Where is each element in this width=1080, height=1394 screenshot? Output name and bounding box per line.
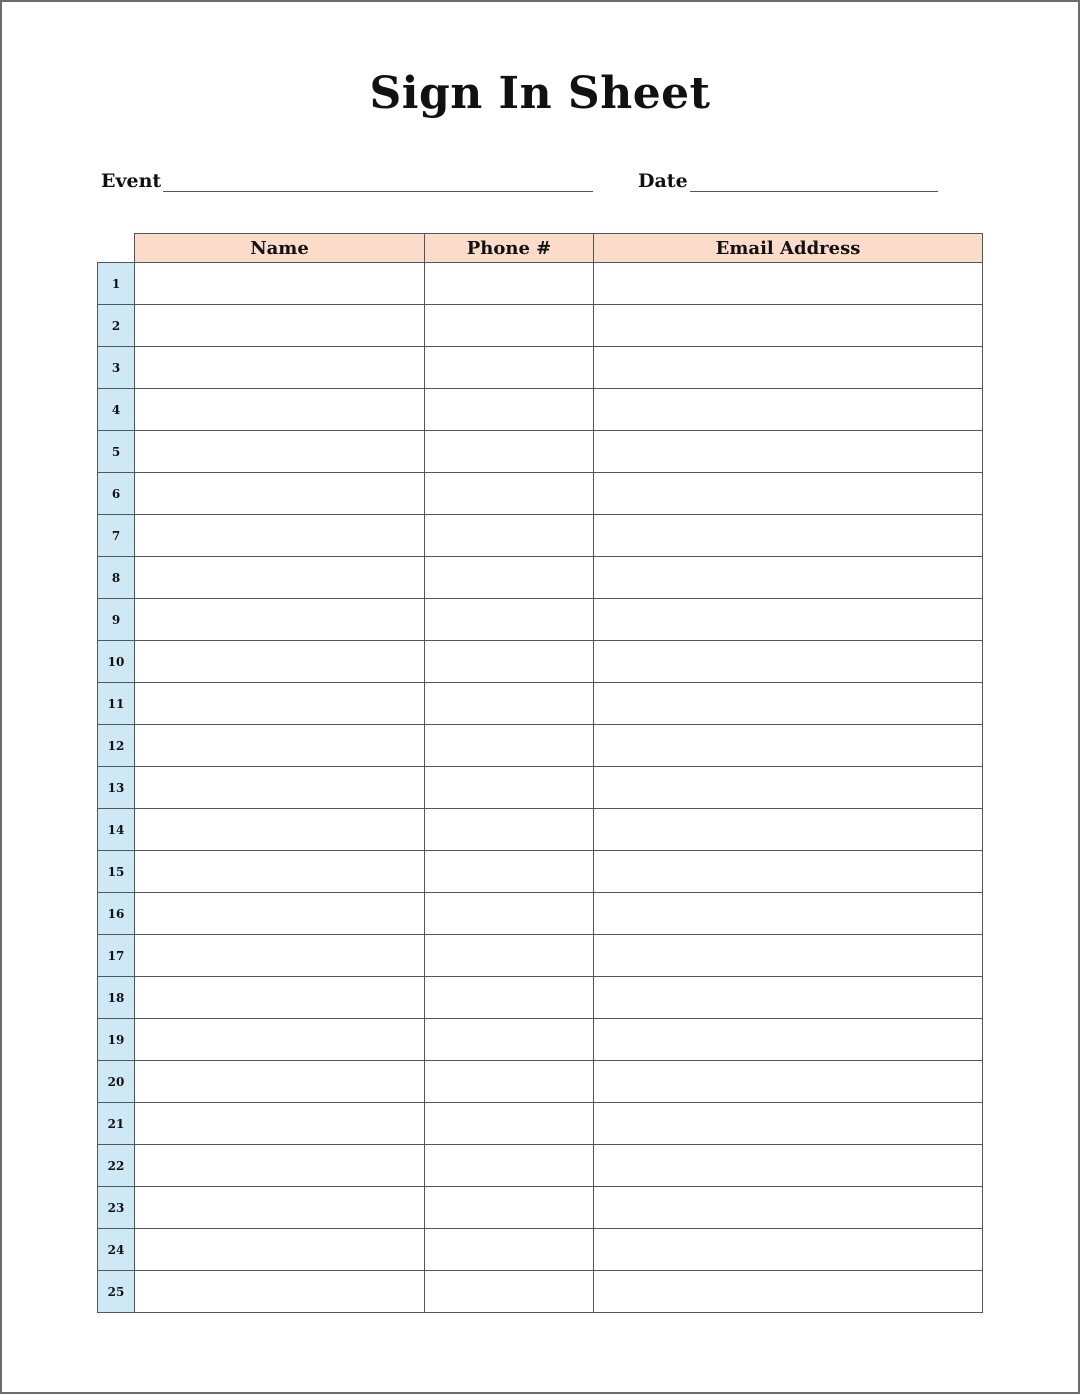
name-cell[interactable] (135, 935, 425, 977)
table-row (98, 683, 983, 725)
row-number: 7 (98, 515, 135, 557)
phone-cell[interactable] (425, 515, 594, 557)
name-cell[interactable] (135, 389, 425, 431)
event-input-line[interactable] (163, 171, 593, 192)
date-input-line[interactable] (690, 171, 938, 192)
table-row (98, 851, 983, 893)
phone-cell[interactable] (425, 431, 594, 473)
row-number: 6 (98, 473, 135, 515)
email-cell[interactable] (594, 725, 983, 767)
row-number: 8 (98, 557, 135, 599)
table-row (98, 473, 983, 515)
table-row (98, 641, 983, 683)
table-row (98, 557, 983, 599)
email-cell[interactable] (594, 851, 983, 893)
table-row (98, 935, 983, 977)
email-cell[interactable] (594, 473, 983, 515)
row-number: 16 (98, 893, 135, 935)
page-title: Sign In Sheet (369, 68, 711, 119)
phone-cell[interactable] (425, 305, 594, 347)
row-number: 22 (98, 1145, 135, 1187)
name-cell[interactable] (135, 1103, 425, 1145)
email-cell[interactable] (594, 683, 983, 725)
name-cell[interactable] (135, 725, 425, 767)
row-number: 23 (98, 1187, 135, 1229)
name-cell[interactable] (135, 1187, 425, 1229)
email-cell[interactable] (594, 431, 983, 473)
table-row (98, 1019, 983, 1061)
email-cell[interactable] (594, 1103, 983, 1145)
phone-cell[interactable] (425, 809, 594, 851)
row-number: 20 (98, 1061, 135, 1103)
email-cell[interactable] (594, 1229, 983, 1271)
header-name: Name (135, 234, 425, 263)
name-cell[interactable] (135, 515, 425, 557)
row-number: 1 (98, 263, 135, 305)
row-number: 17 (98, 935, 135, 977)
phone-cell[interactable] (425, 1229, 594, 1271)
name-cell[interactable] (135, 431, 425, 473)
phone-cell[interactable] (425, 1019, 594, 1061)
row-number: 18 (98, 977, 135, 1019)
row-number: 2 (98, 305, 135, 347)
phone-cell[interactable] (425, 725, 594, 767)
table-row (98, 599, 983, 641)
name-cell[interactable] (135, 641, 425, 683)
email-cell[interactable] (594, 1019, 983, 1061)
header-row (98, 234, 983, 263)
row-number: 5 (98, 431, 135, 473)
row-number: 3 (98, 347, 135, 389)
table-row (98, 767, 983, 809)
row-number: 19 (98, 1019, 135, 1061)
table-row (98, 431, 983, 473)
name-cell[interactable] (135, 809, 425, 851)
email-cell[interactable] (594, 977, 983, 1019)
table-row (98, 1145, 983, 1187)
email-cell[interactable] (594, 767, 983, 809)
email-cell[interactable] (594, 1061, 983, 1103)
header-phone: Phone # (425, 234, 594, 263)
row-number: 12 (98, 725, 135, 767)
table-row (98, 1229, 983, 1271)
row-number: 11 (98, 683, 135, 725)
name-cell[interactable] (135, 347, 425, 389)
row-number: 4 (98, 389, 135, 431)
name-cell[interactable] (135, 683, 425, 725)
phone-cell[interactable] (425, 767, 594, 809)
name-cell[interactable] (135, 305, 425, 347)
event-label: Event (101, 170, 162, 192)
name-cell[interactable] (135, 263, 425, 305)
row-number: 24 (98, 1229, 135, 1271)
table-row (98, 809, 983, 851)
row-number: 25 (98, 1271, 135, 1313)
phone-cell[interactable] (425, 557, 594, 599)
phone-cell[interactable] (425, 893, 594, 935)
row-number: 9 (98, 599, 135, 641)
name-cell[interactable] (135, 557, 425, 599)
event-field (101, 170, 593, 192)
table-row (98, 305, 983, 347)
phone-cell[interactable] (425, 1271, 594, 1313)
name-cell[interactable] (135, 1019, 425, 1061)
table-row (98, 389, 983, 431)
name-cell[interactable] (135, 599, 425, 641)
phone-cell[interactable] (425, 599, 594, 641)
name-cell[interactable] (135, 851, 425, 893)
name-cell[interactable] (135, 1229, 425, 1271)
email-cell[interactable] (594, 1145, 983, 1187)
phone-cell[interactable] (425, 683, 594, 725)
phone-cell[interactable] (425, 977, 594, 1019)
table-row (98, 263, 983, 305)
email-cell[interactable] (594, 1271, 983, 1313)
phone-cell[interactable] (425, 1145, 594, 1187)
header-email: Email Address (594, 234, 983, 263)
sign-in-table (97, 233, 983, 1313)
name-cell[interactable] (135, 1061, 425, 1103)
row-number: 14 (98, 809, 135, 851)
phone-cell[interactable] (425, 347, 594, 389)
email-cell[interactable] (594, 599, 983, 641)
name-cell[interactable] (135, 1145, 425, 1187)
phone-cell[interactable] (425, 263, 594, 305)
row-number: 15 (98, 851, 135, 893)
email-cell[interactable] (594, 809, 983, 851)
email-cell[interactable] (594, 641, 983, 683)
phone-cell[interactable] (425, 473, 594, 515)
phone-cell[interactable] (425, 851, 594, 893)
name-cell[interactable] (135, 767, 425, 809)
phone-cell[interactable] (425, 389, 594, 431)
table-row (98, 977, 983, 1019)
table-row (98, 515, 983, 557)
email-cell[interactable] (594, 305, 983, 347)
table-row (98, 1061, 983, 1103)
phone-cell[interactable] (425, 935, 594, 977)
table-row (98, 1271, 983, 1313)
name-cell[interactable] (135, 1271, 425, 1313)
email-cell[interactable] (594, 515, 983, 557)
row-number: 21 (98, 1103, 135, 1145)
table-body (98, 263, 983, 1313)
date-field (638, 170, 938, 192)
table-row (98, 725, 983, 767)
name-cell[interactable] (135, 977, 425, 1019)
email-cell[interactable] (594, 347, 983, 389)
email-cell[interactable] (594, 557, 983, 599)
table-row (98, 1103, 983, 1145)
table-row (98, 893, 983, 935)
row-number: 13 (98, 767, 135, 809)
email-cell[interactable] (594, 893, 983, 935)
phone-cell[interactable] (425, 1103, 594, 1145)
date-label: Date (638, 170, 688, 192)
phone-cell[interactable] (425, 641, 594, 683)
email-cell[interactable] (594, 1187, 983, 1229)
row-number: 10 (98, 641, 135, 683)
table-row (98, 1187, 983, 1229)
header-corner (98, 234, 135, 263)
email-cell[interactable] (594, 263, 983, 305)
table-row (98, 347, 983, 389)
name-cell[interactable] (135, 473, 425, 515)
email-cell[interactable] (594, 389, 983, 431)
email-cell[interactable] (594, 935, 983, 977)
phone-cell[interactable] (425, 1061, 594, 1103)
phone-cell[interactable] (425, 1187, 594, 1229)
name-cell[interactable] (135, 893, 425, 935)
